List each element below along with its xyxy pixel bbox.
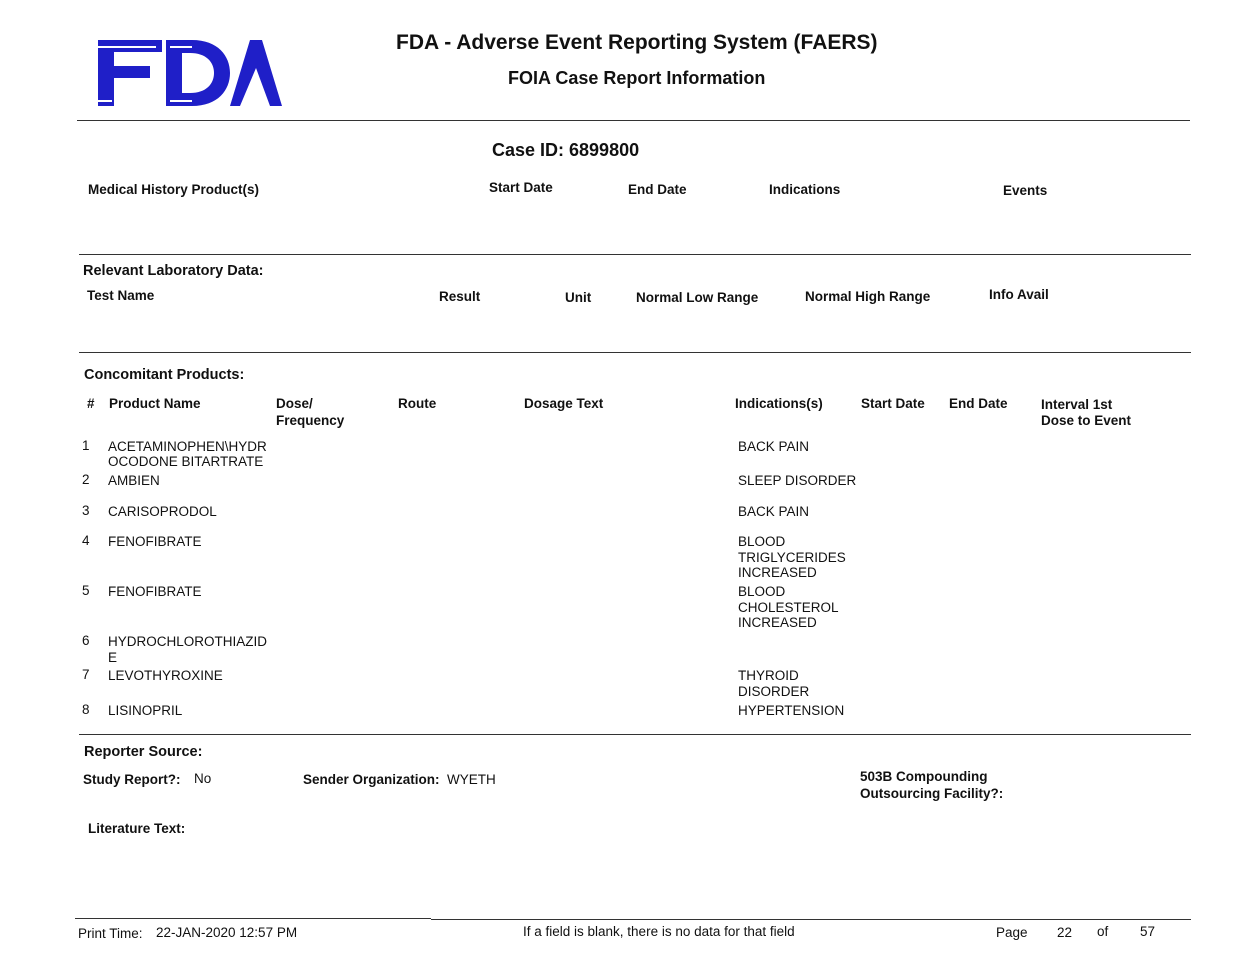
col-product-name: Product Name [109,396,201,411]
col-mh-start-date: Start Date [489,180,553,195]
divider [77,120,1190,121]
study-report-value: No [194,771,212,786]
row-product-line: HYDROCHLOROTHIAZID [108,634,268,649]
col-mh-indications: Indications [769,182,841,197]
divider [79,352,1191,353]
fda-logo [80,28,282,112]
col-dose-line2: Frequency [276,413,345,428]
row-indication-line: TRIGLYCERIDES [738,550,846,565]
col-indications: Indications(s) [735,396,823,411]
col-route: Route [398,396,437,411]
col-normal-low-range: Normal Low Range [636,290,759,305]
divider [79,254,1191,255]
sender-organization-value: WYETH [447,772,496,787]
row-indication-line: BLOOD [738,534,786,549]
compounding-label-line1: 503B Compounding [860,769,988,784]
row-product-line: LISINOPRIL [108,703,183,718]
col-mh-events: Events [1003,183,1048,198]
divider [79,734,1191,735]
col-interval-line2: Dose to Event [1041,413,1132,428]
col-dose-line1: Dose/ [276,396,313,411]
col-unit: Unit [565,290,592,305]
page-label: Page [996,925,1028,940]
blank-field-note: If a field is blank, there is no data for that field [523,924,795,939]
report-title: FDA - Adverse Event Reporting System (FAERS) [396,31,878,54]
row-indication-line: THYROID [738,668,799,683]
col-normal-high-range: Normal High Range [805,289,931,304]
footer-divider-left [75,918,431,919]
col-result: Result [439,289,481,304]
row-indication-line: DISORDER [738,684,810,699]
col-test-name: Test Name [87,288,155,303]
lab-data-title: Relevant Laboratory Data: [83,263,264,279]
row-number: 4 [82,533,90,548]
row-indication-line: BACK PAIN [738,504,810,519]
row-number: 7 [82,667,90,682]
row-product-line: E [108,650,118,665]
row-number: 2 [82,472,90,487]
row-indication-line: CHOLESTEROL [738,600,839,615]
row-indication-line: BACK PAIN [738,439,810,454]
row-product-line: AMBIEN [108,473,160,488]
reporter-source-title: Reporter Source: [84,744,203,760]
row-product-line: FENOFIBRATE [108,584,202,599]
col-mh-end-date: End Date [628,182,687,197]
compounding-label-line2: Outsourcing Facility?: [860,786,1004,801]
row-number: 1 [82,438,90,453]
row-number: 8 [82,702,90,717]
row-product-line: OCODONE BITARTRATE [108,454,264,469]
row-indication-line: HYPERTENSION [738,703,845,718]
page-number: 22 [1057,925,1073,940]
col-dosage-text: Dosage Text [524,396,604,411]
col-interval-line1: Interval 1st [1041,397,1113,412]
concomitant-title: Concomitant Products: [84,367,245,383]
study-report-label: Study Report?: [83,772,181,787]
row-number: 6 [82,633,90,648]
case-id: Case ID: 6899800 [492,140,640,160]
col-start-date: Start Date [861,396,925,411]
of-label: of [1097,924,1109,939]
col-number: # [87,396,95,411]
print-time-label: Print Time: [78,926,143,941]
row-number: 5 [82,583,90,598]
row-product-line: LEVOTHYROXINE [108,668,223,683]
row-indication-line: BLOOD [738,584,786,599]
col-medical-history-product: Medical History Product(s) [88,182,260,197]
row-indication-line: INCREASED [738,565,817,580]
row-product-line: CARISOPRODOL [108,504,217,519]
sender-organization-label: Sender Organization: [303,772,440,787]
row-product-line: ACETAMINOPHEN\HYDR [108,439,267,454]
row-product-line: FENOFIBRATE [108,534,202,549]
fda-logo-graphic [80,28,282,112]
col-end-date: End Date [949,396,1008,411]
col-info-avail: Info Avail [989,287,1049,302]
row-indication-line: SLEEP DISORDER [738,473,857,488]
literature-text-label: Literature Text: [88,821,186,836]
row-indication-line: INCREASED [738,615,817,630]
report-subtitle: FOIA Case Report Information [508,68,766,88]
footer-divider-right [431,919,1191,920]
page-total: 57 [1140,924,1156,939]
print-time-value: 22-JAN-2020 12:57 PM [156,925,298,940]
row-number: 3 [82,503,90,518]
